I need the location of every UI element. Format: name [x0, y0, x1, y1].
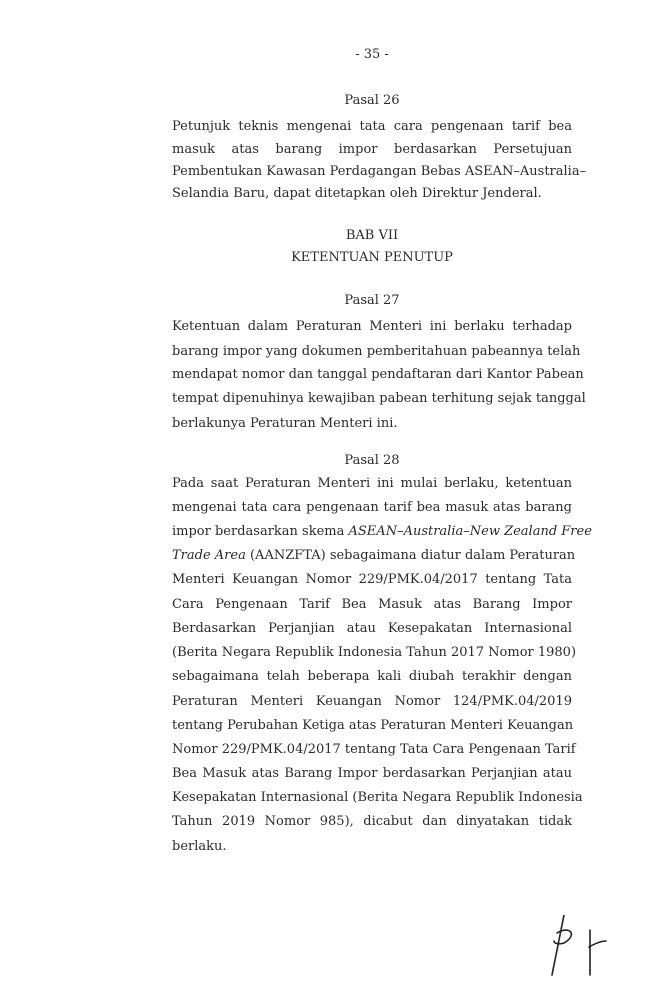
article-27-line: barang impor yang dokumen pemberitahuan pabeannya telah: [172, 344, 581, 359]
article-28-title: Pasal 28: [344, 453, 400, 468]
article-27-line: Ketentuan dalam Peraturan Menteri ini berlaku terhadap: [172, 319, 572, 334]
text: (AANZFTA) sebagaimana diatur dalam Peraturan: [249, 548, 576, 563]
chapter-title: KETENTUAN PENUTUP: [291, 250, 453, 265]
article-26-line: Petunjuk teknis mengenai tata cara pengenaan tarif bea: [172, 119, 572, 134]
italic-term: ASEAN–Australia–New Zealand Free: [348, 524, 592, 539]
article-28-line: Menteri Keuangan Nomor 229/PMK.04/2017 tentang Tata: [172, 572, 572, 587]
text: impor berdasarkan skema: [172, 524, 345, 539]
article-26-line: Pembentukan Kawasan Perdagangan Bebas ASEAN–Australia–: [172, 164, 587, 179]
article-28-line: sebagaimana telah beberapa kali diubah terakhir dengan: [172, 669, 572, 684]
article-27-line: berlakunya Peraturan Menteri ini.: [172, 416, 398, 431]
article-27-line: mendapat nomor dan tanggal pendaftaran dari Kantor Pabean: [172, 367, 584, 382]
chapter-number: BAB VII: [345, 228, 399, 243]
article-28-line: Tahun 2019 Nomor 985), dicabut dan dinyatakan tidak: [172, 814, 572, 829]
article-28-line: [172, 523, 592, 541]
article-28-line: Berdasarkan Perjanjian atau Kesepakatan Internasional: [172, 621, 572, 636]
article-28-line: berlaku.: [172, 839, 227, 854]
page-number: - 35 -: [355, 47, 389, 62]
article-28-line: Peraturan Menteri Keuangan Nomor 124/PMK.04/2019: [172, 694, 572, 709]
handwritten-initials: [540, 915, 630, 995]
article-28-line: Cara Pengenaan Tarif Bea Masuk atas Barang Impor: [172, 597, 572, 612]
article-28-line: Bea Masuk atas Barang Impor berdasarkan Perjanjian atau: [172, 766, 572, 781]
article-28-line: [172, 547, 576, 565]
article-26-line: Selandia Baru, dapat ditetapkan oleh Direktur Jenderal.: [172, 186, 542, 201]
article-28-line: Nomor 229/PMK.04/2017 tentang Tata Cara Pengenaan Tarif: [172, 742, 576, 757]
article-28-line: Kesepakatan Internasional (Berita Negara Republik Indonesia: [172, 790, 583, 805]
article-28-line: (Berita Negara Republik Indonesia Tahun 2017 Nomor 1980): [172, 645, 577, 660]
article-28-line: Pada saat Peraturan Menteri ini mulai berlaku, ketentuan: [172, 476, 572, 491]
article-26-title: Pasal 26: [344, 93, 400, 108]
article-27-line: tempat dipenuhinya kewajiban pabean terhitung sejak tanggal: [172, 391, 586, 406]
article-28-line: mengenai tata cara pengenaan tarif bea masuk atas barang: [172, 500, 572, 515]
article-26-line: masuk atas barang impor berdasarkan Persetujuan: [172, 142, 572, 157]
article-28-line: tentang Perubahan Ketiga atas Peraturan Menteri Keuangan: [172, 718, 574, 733]
article-27-title: Pasal 27: [344, 293, 400, 308]
italic-term: Trade Area: [172, 548, 246, 563]
